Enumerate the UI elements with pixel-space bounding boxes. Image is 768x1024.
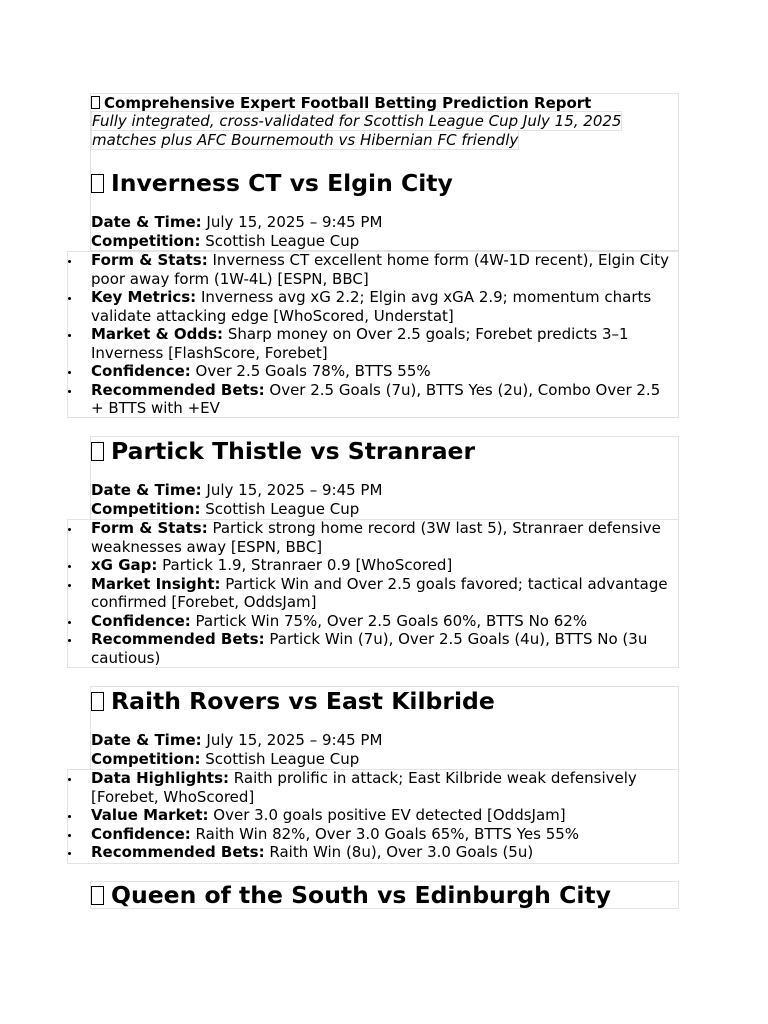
list-item: Data Highlights: Raith prolific in attack; East Kilbride weak defensively [Forebet, WhoScored] xyxy=(67,769,678,806)
list-item: Confidence: Raith Win 82%, Over 3.0 Goals 65%, BTTS Yes 55% xyxy=(67,825,678,844)
list-item: Value Market: Over 3.0 goals positive EV detected [OddsJam] xyxy=(67,806,678,825)
missing-glyph-icon xyxy=(91,174,104,193)
match-points-list xyxy=(67,519,678,667)
subtitle-line-1: Fully integrated, cross-validated for Scottish League Cup July 15, 2025 xyxy=(92,112,622,130)
list-item: Form & Stats: Partick strong home record (3W last 5), Stranraer defensive weaknesses away [ESPN, BBC] xyxy=(67,519,678,556)
missing-glyph-icon xyxy=(91,692,104,711)
match-competition: Competition: Scottish League Cup xyxy=(91,232,360,250)
match-date-time: Date & Time: July 15, 2025 – 9:45 PM xyxy=(91,213,383,231)
list-item: Recommended Bets: Partick Win (7u), Over 2.5 Goals (4u), BTTS No (3u cautious) xyxy=(67,630,678,667)
match-title: Inverness CT vs Elgin City xyxy=(91,168,453,198)
list-item: Market & Odds: Sharp money on Over 2.5 goals; Forebet predicts 3–1 Inverness [FlashScore, Forebet] xyxy=(67,325,678,362)
match-date-time: Date & Time: July 15, 2025 – 9:45 PM xyxy=(91,481,383,499)
list-item: Market Insight: Partick Win and Over 2.5 goals favored; tactical advantage confirmed [Forebet, OddsJam] xyxy=(67,575,678,612)
list-item: Recommended Bets: Over 2.5 Goals (7u), BTTS Yes (2u), Combo Over 2.5 + BTTS with +EV xyxy=(67,381,678,418)
list-item: Key Metrics: Inverness avg xG 2.2; Elgin avg xGA 2.9; momentum charts validate attacking edge [WhoScored, Understat] xyxy=(67,288,678,325)
report-subtitle xyxy=(91,112,651,149)
report-title: Comprehensive Expert Football Betting Prediction Report xyxy=(91,94,591,113)
list-item: Recommended Bets: Raith Win (8u), Over 3.0 Goals (5u) xyxy=(67,843,678,862)
list-item: Confidence: Partick Win 75%, Over 2.5 Goals 60%, BTTS No 62% xyxy=(67,612,678,631)
match-competition: Competition: Scottish League Cup xyxy=(91,750,360,768)
match-date-time: Date & Time: July 15, 2025 – 9:45 PM xyxy=(91,731,383,749)
missing-glyph-icon xyxy=(91,96,100,109)
match-points-list xyxy=(67,251,678,418)
match-points-list xyxy=(67,769,678,862)
list-item: Form & Stats: Inverness CT excellent home form (4W-1D recent), Elgin City poor away form (1W-4L) [ESPN, BBC] xyxy=(67,251,678,288)
subtitle-line-2: matches plus AFC Bournemouth vs Hibernian FC friendly xyxy=(92,130,519,149)
missing-glyph-icon xyxy=(91,442,104,461)
match-title: Queen of the South vs Edinburgh City xyxy=(91,880,611,910)
list-item: Confidence: Over 2.5 Goals 78%, BTTS 55% xyxy=(67,362,678,381)
match-title: Partick Thistle vs Stranraer xyxy=(91,436,475,466)
match-title: Raith Rovers vs East Kilbride xyxy=(91,686,495,716)
match-competition: Competition: Scottish League Cup xyxy=(91,500,360,518)
missing-glyph-icon xyxy=(91,886,104,905)
list-item: xG Gap: Partick 1.9, Stranraer 0.9 [WhoScored] xyxy=(67,556,678,575)
